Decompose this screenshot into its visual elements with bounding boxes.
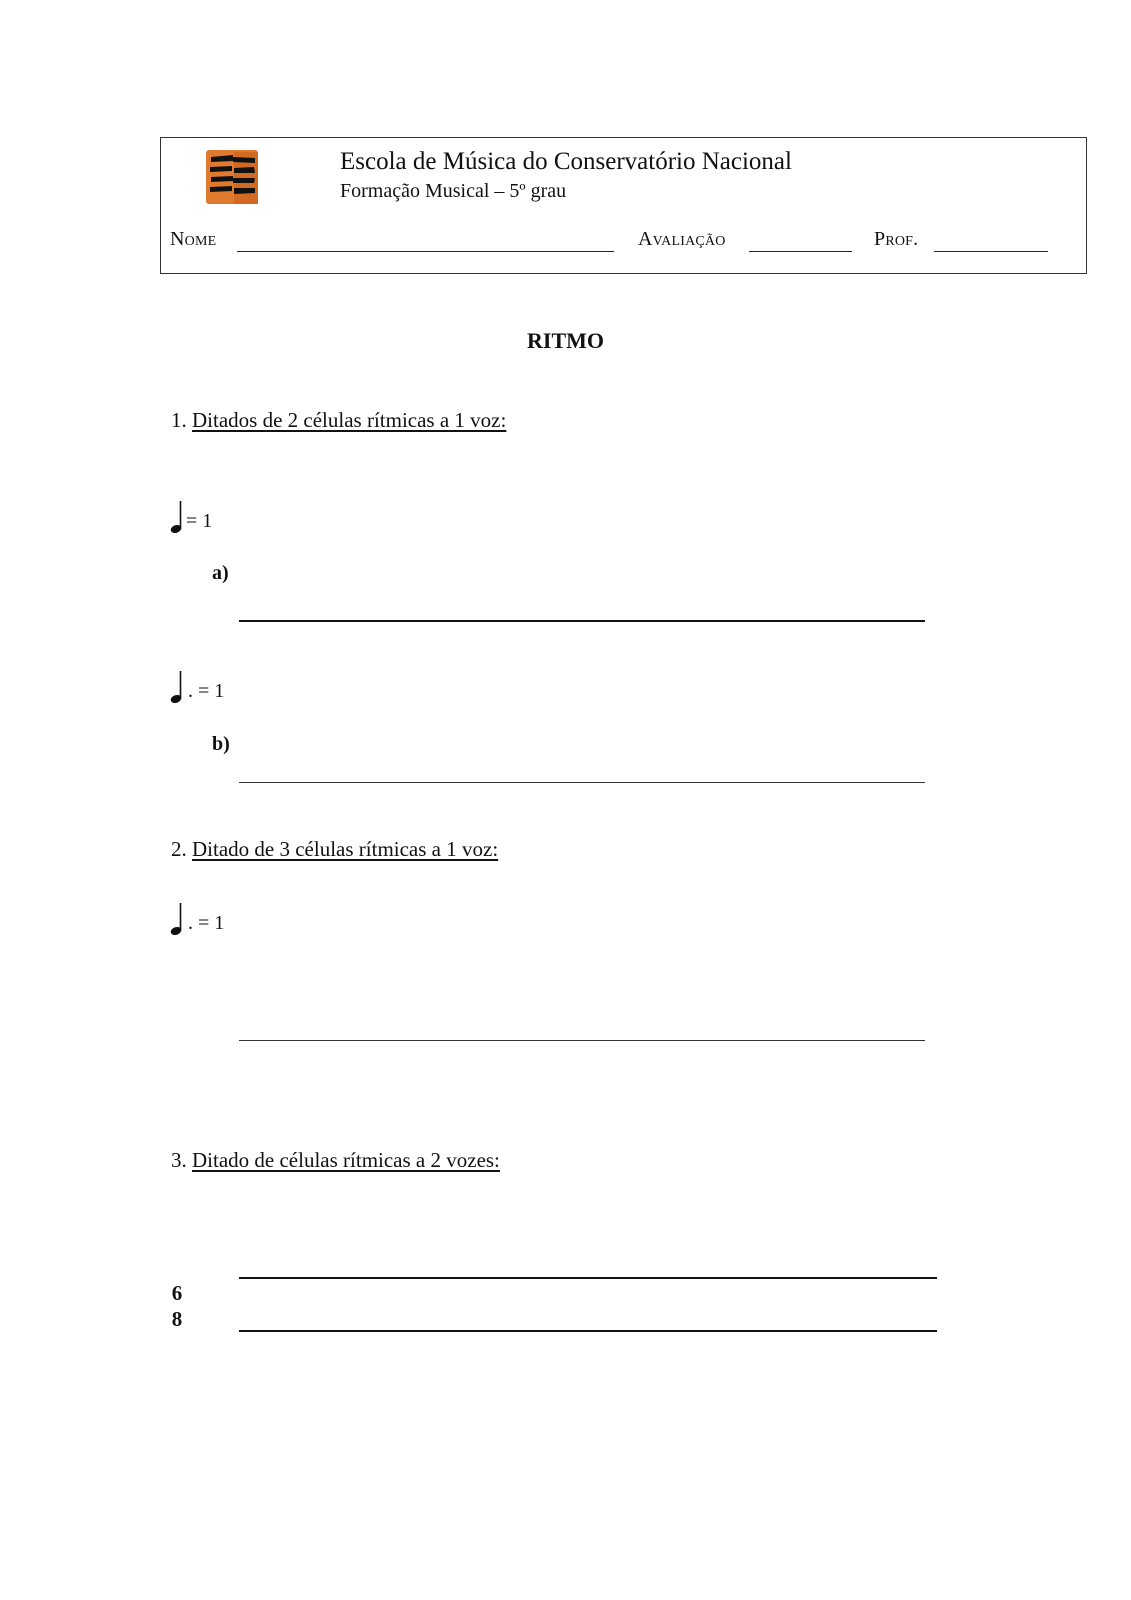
item-b-label: b) (212, 733, 230, 755)
answer-line-2[interactable] (239, 1040, 925, 1041)
evaluation-field[interactable] (749, 251, 852, 252)
quarter-note-icon (170, 500, 184, 534)
course-name: Formação Musical – 5º grau (340, 180, 567, 202)
prof-field[interactable] (934, 251, 1048, 252)
tempo-value-a: = 1 (186, 510, 213, 532)
name-label: Nome (170, 228, 217, 250)
name-field[interactable] (237, 251, 614, 252)
answer-line-3-voice-1[interactable] (239, 1277, 937, 1279)
evaluation-label: Avaliação (638, 228, 726, 250)
time-signature-bottom: 8 (171, 1307, 183, 1331)
tempo-value-2: . = 1 (188, 912, 225, 934)
school-name: Escola de Música do Conservatório Nacional (340, 148, 792, 175)
tempo-marking-a (170, 500, 212, 534)
answer-line-a[interactable] (239, 620, 925, 622)
tempo-marking-b (170, 670, 224, 704)
section-3-number: 3. (171, 1148, 187, 1172)
school-logo-icon (206, 148, 260, 206)
answer-line-3-voice-2[interactable] (239, 1330, 937, 1332)
section-1-heading: Ditados de 2 células rítmicas a 1 voz: (192, 408, 507, 432)
prof-label: Prof. (874, 228, 919, 250)
section-2-number: 2. (171, 837, 187, 861)
section-2-heading: Ditado de 3 células rítmicas a 1 voz: (192, 837, 499, 861)
section-3-heading: Ditado de células rítmicas a 2 vozes: (192, 1148, 500, 1172)
answer-line-b[interactable] (239, 782, 925, 783)
dotted-quarter-note-icon (170, 670, 184, 704)
time-signature-top: 6 (171, 1281, 183, 1305)
section-3-title (171, 1148, 500, 1173)
dotted-quarter-note-icon (170, 902, 184, 936)
time-signature (170, 1280, 184, 1332)
section-2-title (171, 837, 498, 862)
page-title: RITMO (527, 328, 604, 353)
item-a-label: a) (212, 562, 229, 584)
section-1-title (171, 408, 506, 433)
tempo-marking-2 (170, 902, 224, 936)
section-1-number: 1. (171, 408, 187, 432)
tempo-value-b: . = 1 (188, 680, 225, 702)
